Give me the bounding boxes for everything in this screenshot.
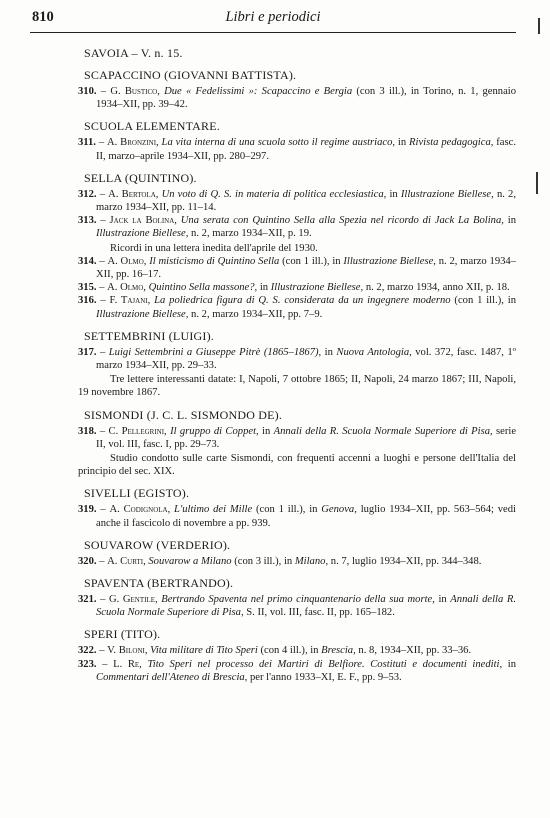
entry-text: n. 2, marzo 1934–XII, pp. 11–14. [96,188,517,214]
section-heading: SCAPACCINO (GIOVANNI BATTISTA). [84,68,297,82]
entry-number: 313. [78,215,97,227]
entry-text: n. 2, marzo 1934–XII, pp. 16–17. [96,255,517,281]
bibliography-entry: 320. – A. Curti, Souvarow a Milano (con 3 ill.), in Milano, n. 7, luglio 1934–XII, pp. 344–348. [78,555,482,567]
entry-number: 315. [78,282,97,294]
entry-source: Annali della R. Scuola Normale Superiore di Pisa, [96,594,516,619]
section-heading: SIVELLI (EGISTO). [84,486,190,501]
entry-author: F. Tajani, [109,295,151,307]
bibliography-entry: 316. – F. Tajani, La poliedrica figura di Q. S. considerata da un ingegnere moderno (con 1 ill.), in Illustrazione Biellese, n. 2, marzo 1934–XII, pp. 7–9. [78,295,516,320]
bibliography-entry: 322. – V. Biloni, Vita militare di Tito Speri (con 4 ill.), in Brescia, n. 8, 1934–XII, pp. 33–36. [78,645,472,657]
entry-source: Brescia, [321,645,356,657]
entry-source: Milano, [294,555,329,567]
entry-title: Bertrando Spaventa nel primo cinquantenario della sua morte, [161,594,435,606]
entry-source: Rivista pedagogica, [409,137,494,149]
entry-author: A. Olmo, [107,282,146,294]
entry-number: 320. [78,555,97,567]
entry-source: Illustrazione Biellese, [343,255,436,267]
entry-text: (con 3 ill.), in Torino, n. 1, gennaio 1934–XII, pp. 39–42. [96,86,517,111]
bibliography-entry: 312. – A. Bertola, Un voto di Q. S. in materia di politica ecclesiastica, in Illustrazione Biellese, n. 2, marzo 1934–XII, pp. 11–14. [78,188,517,214]
entry-author: C. Pellegrini, [108,425,167,437]
entry-author: L. Re, [113,658,142,670]
section-heading: SISMONDI (J. C. L. SISMONDO DE). [84,407,283,422]
bibliography-entry: 317. – Luigi Settembrini a Giuseppe Pitrè (1865–1867), in Nuova Antologia, vol. 372, fasc. 1487, 1º marzo 1934–XII, pp. 29–33. [78,346,516,372]
section-heading: SPAVENTA (BERTRANDO). [84,576,234,591]
entry-source: Nuova Antologia, [336,346,412,358]
section-heading: SELLA (QUINTINO). [84,170,197,185]
bibliography-entry: 319. – A. Codignola, L'ultimo dei Mille (con 1 ill.), in Genova, luglio 1934–XII, pp. 563–564; vedi anche il fascicolo di novembre a pp. 939. [78,504,516,529]
entry-text: in [438,594,447,606]
bibliography-entry: 314. – A. Olmo, Il misticismo di Quintino Sella (con 1 ill.), in Illustrazione Biellese, n. 2, marzo 1934–XII, pp. 16–17. [78,255,517,281]
entry-title: Vita militare di Tito Speri [150,645,258,657]
entry-author: A. Bronzini, [107,137,159,149]
entry-text: in [397,137,407,149]
margin-mark [538,18,540,34]
entry-title: Una serata con Quintino Sella alla Spezia nel ricordo di Jack La Bolina, [180,215,504,227]
bibliography-entry: 321. – G. Gentile, Bertrando Spaventa nel primo cinquantenario della sua morte, in Annali della R. Scuola Normale Superiore di Pisa, S. II, vol. III, fasc. II, pp. 165–182. [78,594,516,619]
bibliography-section [78,627,516,684]
entry-number: 316. [78,295,97,307]
running-title: Libri e periodici [225,9,321,25]
entry-number: 310. [78,86,97,97]
entry-title: Quintino Sella massone?, [148,282,258,294]
entry-text: in [324,346,333,358]
bibliography-section [78,576,516,619]
entry-text: fasc. II, marzo–aprile 1934–XII, pp. 280–297. [96,137,516,162]
entry-text: luglio 1934–XII, pp. 563–564; vedi anche il fascicolo di novembre a pp. 939. [96,504,516,529]
entry-number: 314. [78,255,97,267]
entry-author: A. Olmo, [107,255,147,267]
entry-text: serie II, vol. III, fasc. I, pp. 29–73. [96,425,517,450]
entry-text: (con 1 ill.), in [282,255,341,267]
entry-note: Studio condotto sulle carte Sismondi, con frequenti accenni a luoghi e persone dell'Italia del principio del sec. XIX. [78,453,516,478]
entry-title: Due « Fedelissimi »: Scapaccino e Bergia [164,86,353,97]
page-number: 810 [32,9,54,25]
entry-text: (con 3 ill.), in [234,555,293,567]
entry-title: L'ultimo dei Mille [174,504,253,516]
cross-reference-heading: SAVOIA – V. n. 15. [84,46,183,60]
entry-text: n. 2, marzo 1934–XII, p. 19. [191,228,312,240]
entry-title: La poliedrica figura di Q. S. considerata da un ingegnere moderno [154,295,451,307]
bibliography-entry: 318. – C. Pellegrini, Il gruppo di Coppet, in Annali della R. Scuola Normale Superiore di Pisa, serie II, vol. III, fasc. I, pp. 29–73. [78,425,517,450]
bibliography-section [78,68,516,111]
entry-source: Commentari dell'Ateneo di Brescia, [96,671,248,683]
bibliography-entry: 315. – A. Olmo, Quintino Sella massone?, in Illustrazione Biellese, n. 2, marzo 1934, anno XII, p. 18. [78,282,510,294]
entry-number: 321. [78,594,97,606]
entry-text: in [389,188,398,200]
entry-number: 312. [78,188,97,200]
bibliography-section [78,486,516,529]
bibliography-content [78,46,516,692]
entry-source: Genova, [321,504,357,516]
entry-title: Souvarow a Milano [148,555,232,567]
bibliography-entry: 311. – A. Bronzini, La vita interna di una scuola sotto il regime austriaco, in Rivista pedagogica, fasc. II, marzo–aprile 1934–XII, pp. 280–297. [78,137,516,162]
entry-note: Tre lettere interessanti datate: I, Napoli, 7 ottobre 1865; II, Napoli, 24 marzo 1867; III, Napoli, 19 novembre 1867. [78,374,516,399]
entry-note: Ricordi in una lettera inedita dell'aprile del 1930. [110,242,318,254]
bibliography-section [78,329,516,400]
entry-number: 319. [78,504,97,516]
entry-number: 317. [78,346,97,358]
bibliography-section [78,408,516,479]
margin-mark [536,172,538,194]
entry-text: in [507,215,516,227]
section-heading: SCUOLA ELEMENTARE. [84,119,220,134]
entry-text: in [262,425,271,437]
bibliography-entry: 323. – L. Re, Tito Speri nel processo dei Martiri di Belfiore. Costituti e documenti inediti, in Commentari dell'Ateneo di Brescia, per l'anno 1933–XI, E. F., pp. 9–53. [78,658,516,683]
entry-text: n. 2, marzo 1934–XII, pp. 7–9. [191,308,323,320]
entry-title: Il gruppo di Coppet, [170,425,259,437]
entry-author: Jack la Bolina, [109,215,177,227]
entry-title: Un voto di Q. S. in materia di politica ecclesiastica, [161,188,387,200]
entry-source: Illustrazione Biellese, [96,228,189,240]
entry-source: Illustrazione Biellese, [96,308,189,320]
entry-text: n. 7, luglio 1934–XII, pp. 344–348. [330,555,482,567]
entry-text: per l'anno 1933–XI, E. F., pp. 9–53. [250,671,402,683]
section-heading: SPERI (TITO). [84,627,161,642]
section-heading: SETTEMBRINI (LUIGI). [84,328,214,343]
bibliography-section [78,171,516,321]
entry-number: 318. [78,425,97,437]
entry-author: A. Bertola, [108,188,159,200]
entry-title: Il misticismo di Quintino Sella [149,255,280,267]
entry-author: G. Bustico, [110,86,160,97]
entry-title: La vita interna di una scuola sotto il regime austriaco, [161,137,396,149]
entry-author: G. Gentile, [109,594,158,606]
entry-number: 311. [78,137,96,149]
entry-title: Tito Speri nel processo dei Martiri di Belfiore. Costituti e documenti inediti, [147,658,503,670]
entry-title: Luigi Settembrini a Giuseppe Pitrè (1865–1867), [108,346,322,358]
entry-text: S. II, vol. III, fasc. II, pp. 165–182. [246,607,395,619]
entry-author: V. Biloni, [107,645,148,657]
entry-source: Illustrazione Biellese, [270,282,364,294]
entry-text: n. 2, marzo 1934, anno XII, p. 18. [365,282,510,294]
entry-text: (con 4 ill.), in [260,645,319,657]
entry-number: 323. [78,658,97,670]
page-header [30,6,516,33]
entry-text: vol. 372, fasc. 1487, 1º marzo 1934–XII, pp. 29–33. [96,346,516,372]
bibliography-entry: 310. – G. Bustico, Due « Fedelissimi »: Scapaccino e Bergia (con 3 ill.), in Torino, n. 1, gennaio 1934–XII, pp. 39–42. [78,86,517,111]
bibliography-section [78,538,516,568]
entry-source: Illustrazione Biellese, [400,188,494,200]
entry-author: A. Curti, [107,555,146,567]
entry-author: A. Codignola, [109,504,171,516]
entry-text: in [259,282,269,294]
entry-text: in [507,658,516,670]
entry-text: (con 1 ill.), in [454,295,516,307]
entry-text: (con 1 ill.), in [256,504,318,516]
bibliography-entry: 313. – Jack la Bolina, Una serata con Quintino Sella alla Spezia nel ricordo di Jack La Bolina, in Illustrazione Biellese, n. 2, marzo 1934–XII, p. 19. [78,215,516,240]
entry-text: n. 8, 1934–XII, pp. 33–36. [358,645,472,657]
entry-number: 322. [78,645,97,657]
entry-source: Annali della R. Scuola Normale Superiore di Pisa, [273,425,493,437]
section-heading: SOUVAROW (VERDERIO). [84,537,231,552]
bibliography-section [78,119,516,162]
